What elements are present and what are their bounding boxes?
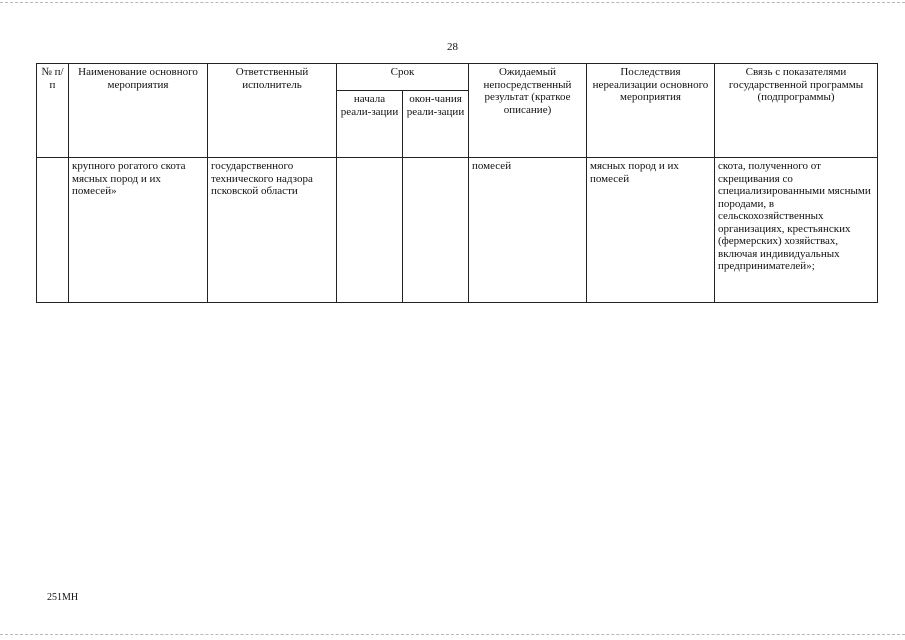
cell-term-end [403, 158, 469, 303]
header-term: Срок [337, 64, 469, 91]
header-term-start: начала реали-зации [337, 91, 403, 158]
cell-link: скота, полученного от скрещивания со специализированными мясными породами, в сельскохозяйственных организациях, крестьянских (фермерских) хозяйствах, включая индивидуальных предпринимателей»; [715, 158, 878, 303]
cell-result: помесей [469, 158, 587, 303]
header-link: Связь с показателями государственной программы (подпрограммы) [715, 64, 878, 158]
header-term-end: окон-чания реали-зации [403, 91, 469, 158]
cell-num [37, 158, 69, 303]
header-num: № п/п [37, 64, 69, 158]
table-row [37, 158, 878, 303]
header-consequences: Последствия нереализации основного мероприятия [587, 64, 715, 158]
cell-term-start [337, 158, 403, 303]
page-number: 28 [447, 41, 458, 53]
program-activities-table [36, 63, 878, 303]
scan-top-edge [0, 2, 905, 4]
cell-consequences: мясных пород и их помесей [587, 158, 715, 303]
cell-name: крупного рогатого скота мясных пород и их помесей» [69, 158, 208, 303]
header-name: Наименование основного мероприятия [69, 64, 208, 158]
table-header-row [37, 64, 878, 91]
cell-executor: государственного технического надзора псковской области [208, 158, 337, 303]
header-executor: Ответственный исполнитель [208, 64, 337, 158]
header-result: Ожидаемый непосредственный результат (краткое описание) [469, 64, 587, 158]
document-code: 251МН [47, 592, 79, 603]
scan-bottom-edge [0, 634, 905, 636]
